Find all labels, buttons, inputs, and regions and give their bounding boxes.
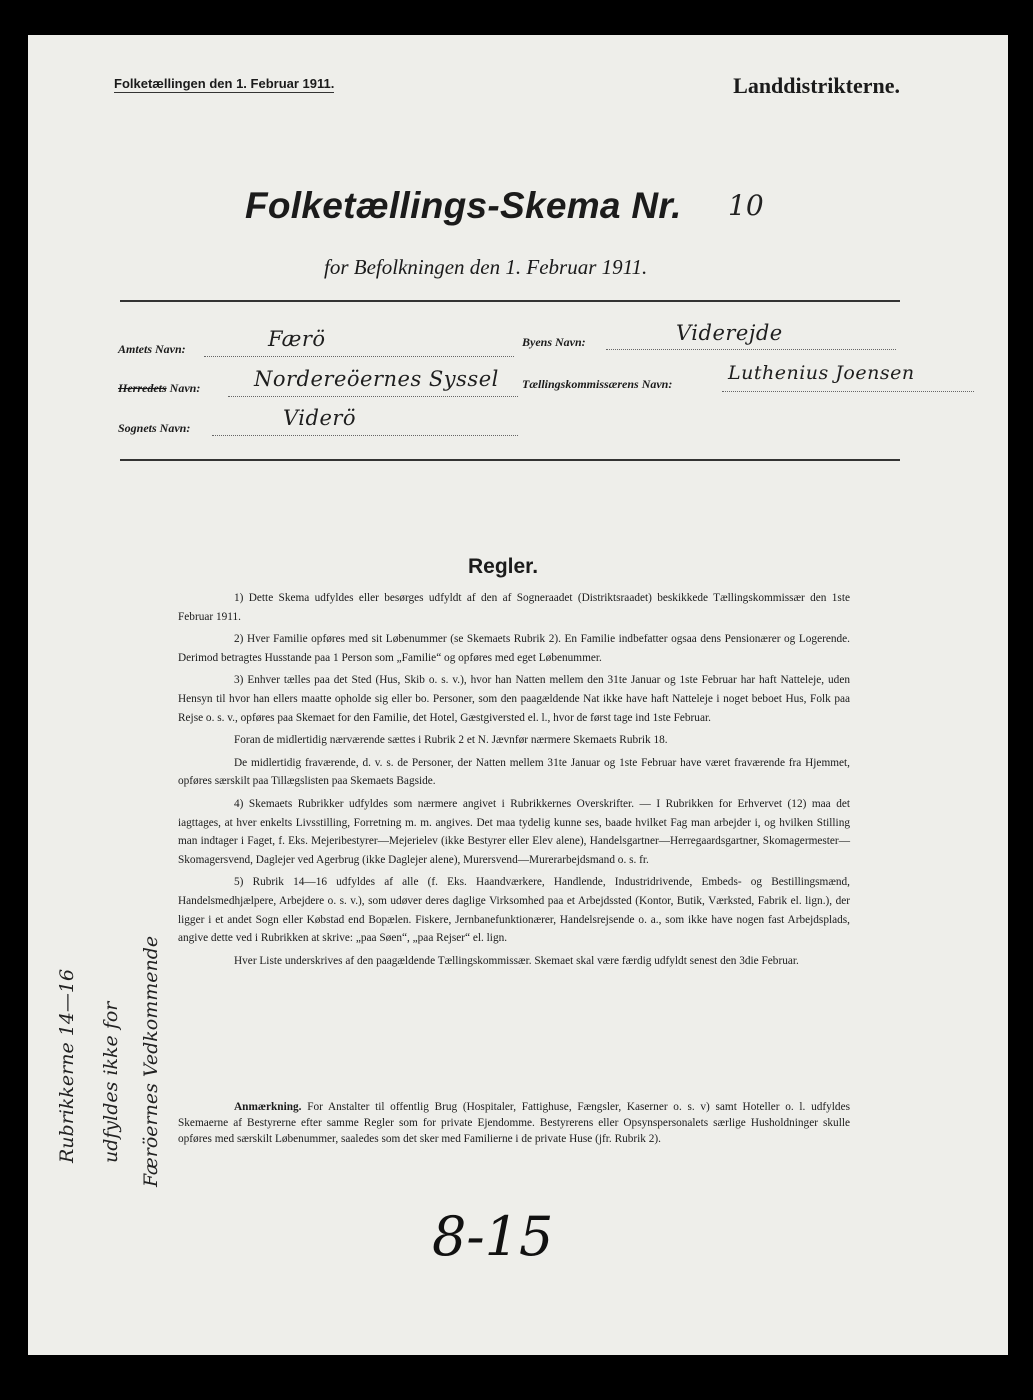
rule-1: 1) Dette Skema udfyldes eller besørges udfyldt af den af Sogneraadet (Distriktsraadet) beskikkede Tællingskommissær den 1ste Februar 1911. (178, 592, 850, 623)
handwritten-sheet-number: 8-15 (432, 1205, 554, 1268)
note-text: For Anstalter til offentlig Brug (Hospitaler, Fattighuse, Fængsler, Kaserner o. s. v) samt Hoteller o. l. udfyldes Skemaerne af Bestyrerne efter samme Regler som for private Ejendomme. Bestyrerens eller Opsynspersonalets særlige Husholdninger skulle opføres med særskilt Løbenummer, saaledes som det sker med Familierne i de private Huse (jfr. Rubrik 2). (178, 1101, 850, 1145)
census-form-page (28, 35, 1008, 1355)
form-subtitle: for Befolkningen den 1. Februar 1911. (324, 255, 648, 279)
margin-note-line-1: Rubrikkerne 14—16 (56, 968, 78, 1163)
rule-4: 4) Skemaets Rubrikker udfyldes som nærmere angivet i Rubrikkernes Overskrifter. — I Rubrikken for Erhvervet (12) maa det iagttages, at hver enkelts Livsstilling, Forretning m. m. angives. Det maa tydelig kunne ses, baade hvilket Fag man arbejder i, og hvilken Stilling man indtager i Faget, f. Eks. Mejeribestyrer—Mejerielev (ikke Bestyrer eller Elev alene), Handelsgartner—Herregaardsgartner, Skomagermester—Skomagersvend, Daglejer ved Agerbrug (ikke Daglejer alene), Murersvend—Murerarbejdsmand o. s. fr. (178, 797, 850, 866)
rule-3b: Foran de midlertidig nærværende sættes i Rubrik 2 et N. Jævnfør nærmere Skemaets Rubrik 18. (234, 734, 668, 747)
herred-value: Nordereöernes Syssel (254, 367, 499, 391)
amt-label: Amtets Navn: (118, 342, 186, 356)
sogn-value: Viderö (283, 406, 357, 430)
amt-value: Færö (268, 327, 326, 351)
sogn-label: Sognets Navn: (118, 421, 191, 435)
fields-divider (120, 459, 900, 461)
rule-3: 3) Enhver tælles paa det Sted (Hus, Skib o. s. v.), hvor han Natten mellem den 31te Januar og 1ste Februar har haft Natteleje, uden Hensyn til hvor han ellers maatte opholde sig eller bo. Personer, som den paagældende Nat ikke have haft Natteleje i noget beboet Hus, Folk paa Rejse o. s. v., opføres paa Skemaet for den Familie, det Hotel, Gæstgiversted el. l., hvor de først tage ind 1ste Februar. (178, 674, 850, 724)
by-dotline (606, 348, 896, 350)
rules-text (178, 589, 850, 974)
district-type-header: Landdistrikterne. (733, 73, 900, 98)
rule-5b: Hver Liste underskrives af den paagældende Tællingskommissær. Skemaet skal være færdig udfyldt senest den 3die Februar. (234, 954, 799, 967)
herred-dotline (228, 395, 518, 397)
herred-label-text: Navn: (169, 381, 201, 395)
rule-2: 2) Hver Familie opføres med sit Løbenummer (se Skemaets Rubrik 2). En Familie indbefatter ogsaa dens Pensionærer og Logerende. Derimod betragtes Husstande paa 1 Person som „Familie“ og opføres med eget Løbenummer. (178, 633, 850, 664)
form-title: Folketællings-Skema Nr. (245, 185, 682, 226)
rules-title: Regler. (468, 555, 539, 578)
kommissaer-dotline (722, 390, 974, 392)
census-date-header: Folketællingen den 1. Februar 1911. (114, 76, 335, 91)
by-label: Byens Navn: (522, 335, 586, 349)
top-divider (120, 300, 900, 302)
by-value: Viderejde (676, 321, 783, 345)
kommissaer-label: Tællingskommissærens Navn: (522, 377, 673, 391)
rule-5: 5) Rubrik 14—16 udfyldes af alle (f. Eks. Haandværkere, Handlende, Industridrivende, Embeds- og Bestillingsmænd, Handelsmedhjælpere, Arbejdere o. s. v.), som udøver deres daglige Virksomhed paa et Arbejdssted (Kontor, Butik, Værksted, Fabrik el. lign.), der ligger i et andet Sogn eller Købstad end Bopælen. Fiskere, Jernbanefunktionærer, Handelsrejsende o. a., som ikke have nogen fast Arbejdsplads, angive dette ved i Rubrikken at skrive: „paa Søen“, „paa Rejser“ el. lign. (178, 876, 850, 945)
herred-label (118, 381, 200, 396)
amt-dotline (204, 355, 514, 357)
margin-note-line-3: Færöernes Vedkommende (140, 935, 162, 1187)
note-heading: Anmærkning. (234, 1101, 302, 1113)
margin-note-line-2: udfyldes ikke for (100, 1001, 122, 1163)
annotation-note (178, 1099, 850, 1147)
sogn-dotline (212, 434, 518, 436)
form-number: 10 (728, 189, 764, 222)
rule-3c: De midlertidig fraværende, d. v. s. de Personer, der Natten mellem 31te Januar og 1ste Februar have været fraværende fra Hjemmet, opføres særskilt paa Tillægslisten paa Skemaets Bagside. (178, 756, 850, 788)
kommissaer-value: Luthenius Joensen (728, 362, 915, 384)
herred-label-struck: Herredets (118, 381, 167, 395)
